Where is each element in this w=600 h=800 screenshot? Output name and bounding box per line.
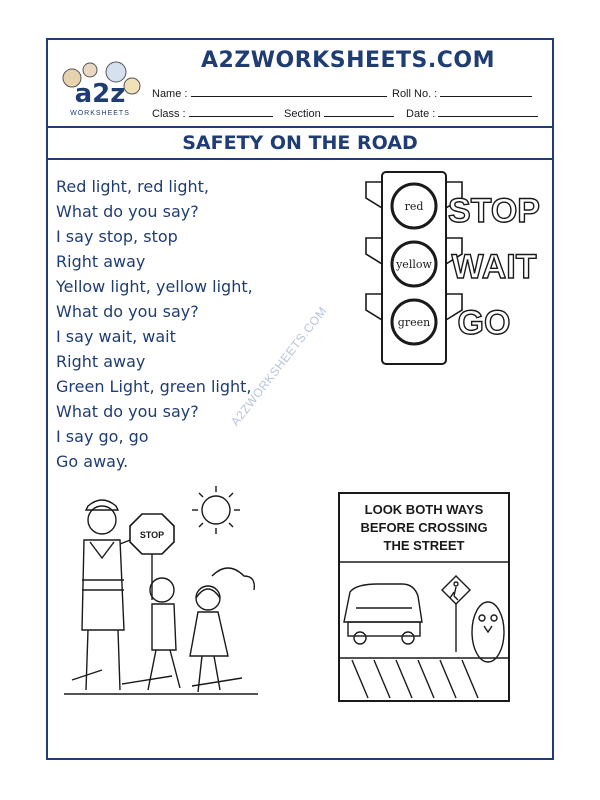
poem	[56, 174, 253, 474]
date-line[interactable]	[438, 106, 538, 117]
roll-no-line[interactable]	[440, 86, 532, 97]
logo-subtext: WORKSHEETS	[70, 110, 130, 117]
poem-line: Go away.	[56, 452, 129, 471]
poem-line: I say wait, wait	[56, 327, 176, 346]
wait-word: WAIT	[451, 248, 537, 286]
roll-no-field[interactable]	[392, 86, 532, 100]
poem-line: Green Light, green light,	[56, 377, 252, 396]
poem-line: I say stop, stop	[56, 227, 178, 246]
poem-line: What do you say?	[56, 402, 199, 421]
title-divider	[48, 158, 552, 160]
class-line[interactable]	[189, 106, 273, 117]
poem-line: Right away	[56, 352, 146, 371]
worksheet	[46, 38, 554, 760]
sign-line-1: LOOK BOTH WAYS	[364, 502, 484, 517]
section-line[interactable]	[324, 106, 394, 117]
poem-line: What do you say?	[56, 202, 199, 221]
stop-sign-label: STOP	[139, 530, 165, 540]
yellow-lamp-label: yellow	[396, 258, 432, 271]
look-both-ways-sign	[338, 492, 510, 702]
class-label: Class :	[152, 108, 186, 120]
name-label: Name :	[152, 88, 188, 100]
section-label: Section	[284, 108, 321, 120]
go-word: GO	[457, 304, 511, 342]
poem-line: Red light, red light,	[56, 177, 209, 196]
poem-line: I say go, go	[56, 427, 149, 446]
watermark: A2ZWORKSHEETS.COM	[228, 304, 330, 429]
name-field[interactable]	[152, 86, 387, 100]
worksheet-header	[48, 40, 552, 128]
sign-line-3: THE STREET	[383, 538, 465, 553]
red-lamp-label: red	[404, 200, 424, 213]
child-boy	[150, 578, 174, 602]
logo-text: a2z	[74, 79, 126, 109]
name-line[interactable]	[191, 86, 387, 97]
poem-line: Right away	[56, 252, 146, 271]
date-field[interactable]	[406, 106, 538, 120]
a2z-logo	[58, 60, 142, 118]
traffic-light-illustration	[360, 164, 550, 374]
green-lamp-label: green	[397, 316, 431, 329]
poem-line: What do you say?	[56, 302, 199, 321]
section-field[interactable]	[284, 106, 394, 120]
poem-line: Yellow light, yellow light,	[56, 277, 253, 296]
site-title: A2ZWORKSHEETS.COM	[200, 48, 495, 73]
sun-icon	[202, 496, 230, 524]
stop-word: STOP	[448, 192, 540, 230]
crossing-guard-scene	[62, 480, 262, 710]
class-field[interactable]	[152, 106, 273, 120]
date-label: Date :	[406, 108, 436, 120]
sign-line-2: BEFORE CROSSING	[360, 520, 488, 535]
worksheet-title: SAFETY ON THE ROAD	[182, 132, 418, 154]
roll-no-label: Roll No. :	[392, 88, 438, 100]
